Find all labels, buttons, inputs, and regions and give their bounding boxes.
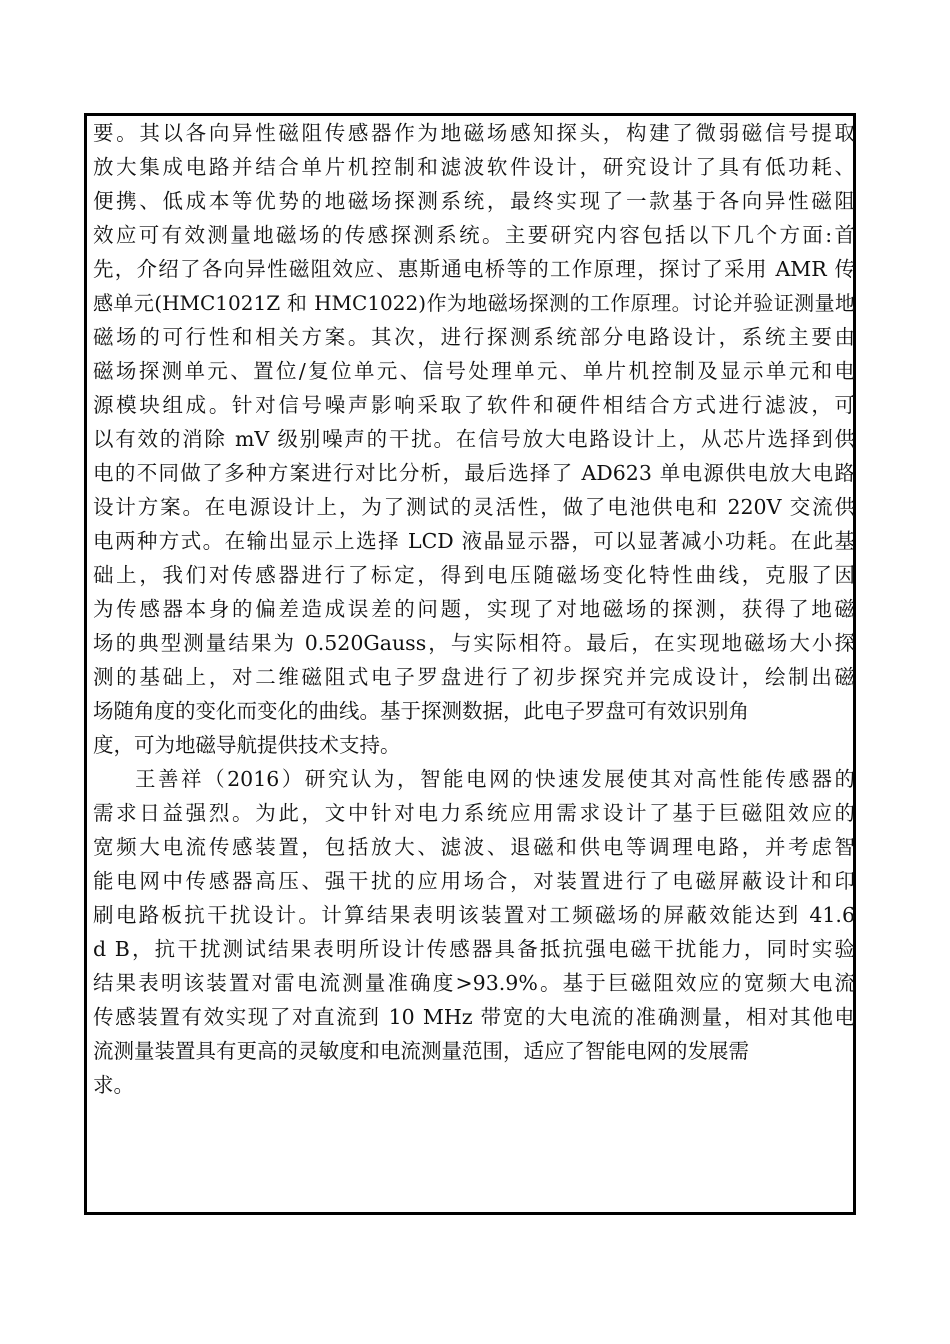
paragraph-2-line: 传感装置有效实现了对直流到 10 MHz 带宽的大电流的准确测量，相对其他电	[93, 1005, 855, 1029]
paragraph-2-line: 求。	[93, 1073, 134, 1097]
paragraph-1-line: 设计方案。在电源设计上，为了测试的灵活性，做了电池供电和 220V 交流供	[93, 495, 855, 519]
paragraph-1-line: 电两种方式。在输出显示上选择 LCD 液晶显示器，可以显著减小功耗。在此基	[93, 529, 855, 553]
paragraph-2-line: 流测量装置具有更高的灵敏度和电流测量范围，适应了智能电网的发展需	[93, 1039, 749, 1063]
paragraph-2-line: 需求日益强烈。为此，文中针对电力系统应用需求设计了基于巨磁阻效应的	[93, 801, 855, 825]
paragraph-1-line: 要。其以各向异性磁阻传感器作为地磁场感知探头，构建了微弱磁信号提取	[93, 121, 855, 145]
paragraph-1-line: 础上，我们对传感器进行了标定，得到电压随磁场变化特性曲线，克服了因	[93, 563, 855, 587]
paragraph-1-line: 先，介绍了各向异性磁阻效应、惠斯通电桥等的工作原理，探讨了采用 AMR 传	[93, 257, 855, 281]
paragraph-1-line: 源模块组成。针对信号噪声影响采取了软件和硬件相结合方式进行滤波，可	[93, 393, 855, 417]
paragraph-2-line: 能电网中传感器高压、强干扰的应用场合，对装置进行了电磁屏蔽设计和印	[93, 869, 855, 893]
paragraph-1-line: 感单元(HMC1021Z 和 HMC1022)作为地磁场探测的工作原理。讨论并验证测量地	[93, 291, 855, 315]
paragraph-1-line: 放大集成电路并结合单片机控制和滤波软件设计，研究设计了具有低功耗、	[93, 155, 855, 179]
paragraph-1-line: 磁场探测单元、置位/复位单元、信号处理单元、单片机控制及显示单元和电	[93, 359, 855, 383]
paragraph-1-line: 磁场的可行性和相关方案。其次，进行探测系统部分电路设计，系统主要由	[93, 325, 855, 349]
paragraph-1-line: 测的基础上，对二维磁阻式电子罗盘进行了初步探究并完成设计，绘制出磁	[93, 665, 855, 689]
paragraph-2-line: 结果表明该装置对雷电流测量准确度>93.9%。基于巨磁阻效应的宽频大电流	[93, 971, 855, 995]
paragraph-1-line: 便携、低成本等优势的地磁场探测系统，最终实现了一款基于各向异性磁阻	[93, 189, 855, 213]
paragraph-2-line: 王善祥（2016）研究认为，智能电网的快速发展使其对高性能传感器的	[135, 767, 855, 791]
paragraph-1-line: 场随角度的变化而变化的曲线。基于探测数据，此电子罗盘可有效识别角	[93, 699, 749, 723]
paragraph-2-line: 刷电路板抗干扰设计。计算结果表明该装置对工频磁场的屏蔽效能达到 41.6	[93, 903, 855, 927]
paragraph-1-line: 为传感器本身的偏差造成误差的问题，实现了对地磁场的探测，获得了地磁	[93, 597, 855, 621]
paragraph-1-line: 电的不同做了多种方案进行对比分析，最后选择了 AD623 单电源供电放大电路	[93, 461, 855, 485]
paragraph-2-line: 宽频大电流传感装置，包括放大、滤波、退磁和供电等调理电路，并考虑智	[93, 835, 855, 859]
paragraph-2-line: d B，抗干扰测试结果表明所设计传感器具备抵抗强电磁干扰能力，同时实验	[93, 937, 855, 961]
paragraph-1-line: 以有效的消除 mV 级别噪声的干扰。在信号放大电路设计上，从芯片选择到供	[93, 427, 855, 451]
paragraph-1-line: 度，可为地磁导航提供技术支持。	[93, 733, 401, 757]
paragraph-1-line: 场的典型测量结果为 0.520Gauss，与实际相符。最后，在实现地磁场大小探	[93, 631, 855, 655]
paragraph-1-line: 效应可有效测量地磁场的传感探测系统。主要研究内容包括以下几个方面:首	[93, 223, 855, 247]
